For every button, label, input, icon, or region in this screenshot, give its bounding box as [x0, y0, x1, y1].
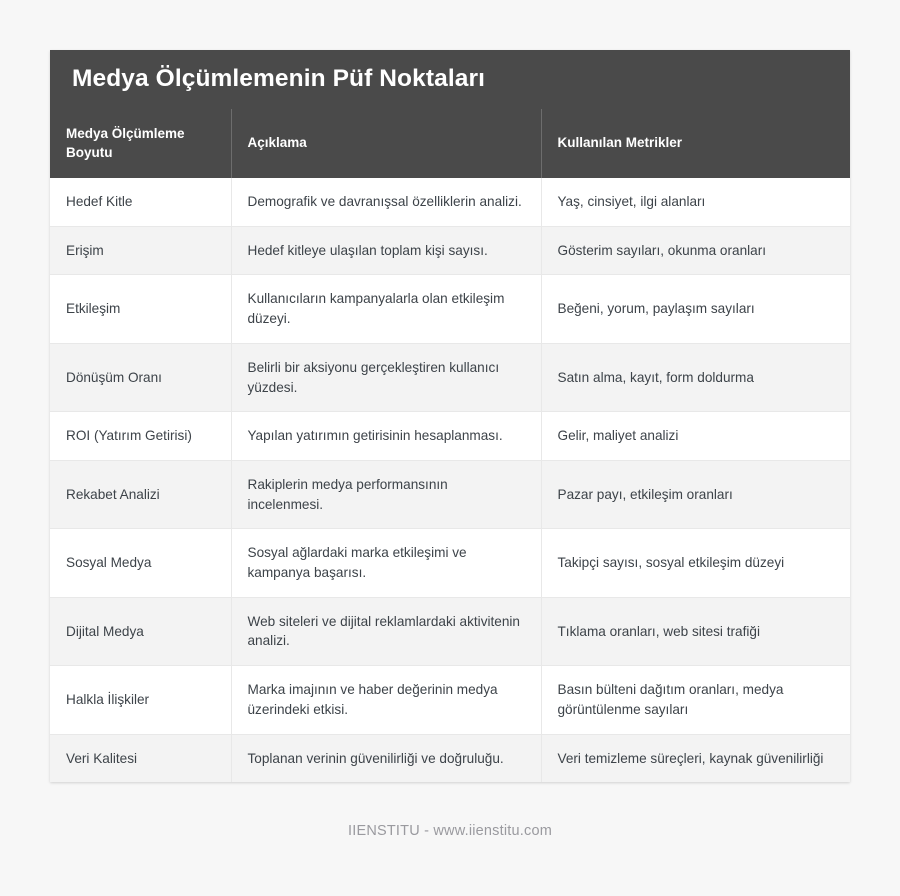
column-header-metrics: Kullanılan Metrikler [541, 109, 850, 178]
cell-metrics: Yaş, cinsiyet, ilgi alanları [541, 178, 850, 226]
media-measurement-table [50, 109, 850, 782]
cell-dimension: Etkileşim [50, 275, 231, 343]
cell-description: Demografik ve davranışsal özelliklerin analizi. [231, 178, 541, 226]
cell-metrics: Pazar payı, etkileşim oranları [541, 460, 850, 528]
cell-description: Marka imajının ve haber değerinin medya üzerindeki etkisi. [231, 666, 541, 734]
column-header-dimension: Medya Ölçümleme Boyutu [50, 109, 231, 178]
table-card [50, 50, 850, 782]
cell-metrics: Satın alma, kayıt, form doldurma [541, 343, 850, 411]
page-title: Medya Ölçümlemenin Püf Noktaları [72, 65, 486, 93]
table-row [50, 275, 850, 343]
column-header-description: Açıklama [231, 109, 541, 178]
title-bar [50, 50, 850, 109]
cell-dimension: Sosyal Medya [50, 529, 231, 597]
table-body [50, 178, 850, 782]
table-row [50, 666, 850, 734]
cell-description: Yapılan yatırımın getirisinin hesaplanması. [231, 412, 541, 461]
cell-dimension: ROI (Yatırım Getirisi) [50, 412, 231, 461]
cell-dimension: Halkla İlişkiler [50, 666, 231, 734]
cell-description: Hedef kitleye ulaşılan toplam kişi sayısı. [231, 226, 541, 275]
table-header-row [50, 109, 850, 178]
cell-dimension: Hedef Kitle [50, 178, 231, 226]
table-row [50, 226, 850, 275]
cell-metrics: Gelir, maliyet analizi [541, 412, 850, 461]
table-row [50, 178, 850, 226]
cell-dimension: Rekabet Analizi [50, 460, 231, 528]
table-row [50, 734, 850, 782]
table-row [50, 412, 850, 461]
cell-metrics: Beğeni, yorum, paylaşım sayıları [541, 275, 850, 343]
cell-description: Sosyal ağlardaki marka etkileşimi ve kampanya başarısı. [231, 529, 541, 597]
cell-dimension: Dönüşüm Oranı [50, 343, 231, 411]
cell-description: Rakiplerin medya performansının incelenmesi. [231, 460, 541, 528]
footer-attribution: IIENSTITU - www.iienstitu.com [348, 823, 552, 839]
table-row [50, 343, 850, 411]
table-row [50, 597, 850, 665]
cell-dimension: Veri Kalitesi [50, 734, 231, 782]
cell-description: Web siteleri ve dijital reklamlardaki aktivitenin analizi. [231, 597, 541, 665]
table-row [50, 529, 850, 597]
cell-description: Toplanan verinin güvenilirliği ve doğruluğu. [231, 734, 541, 782]
cell-description: Kullanıcıların kampanyalarla olan etkileşim düzeyi. [231, 275, 541, 343]
cell-metrics: Basın bülteni dağıtım oranları, medya görüntülenme sayıları [541, 666, 850, 734]
table-row [50, 460, 850, 528]
cell-metrics: Tıklama oranları, web sitesi trafiği [541, 597, 850, 665]
cell-dimension: Dijital Medya [50, 597, 231, 665]
cell-metrics: Veri temizleme süreçleri, kaynak güvenilirliği [541, 734, 850, 782]
cell-dimension: Erişim [50, 226, 231, 275]
cell-metrics: Takipçi sayısı, sosyal etkileşim düzeyi [541, 529, 850, 597]
cell-description: Belirli bir aksiyonu gerçekleştiren kullanıcı yüzdesi. [231, 343, 541, 411]
table-head [50, 109, 850, 178]
cell-metrics: Gösterim sayıları, okunma oranları [541, 226, 850, 275]
